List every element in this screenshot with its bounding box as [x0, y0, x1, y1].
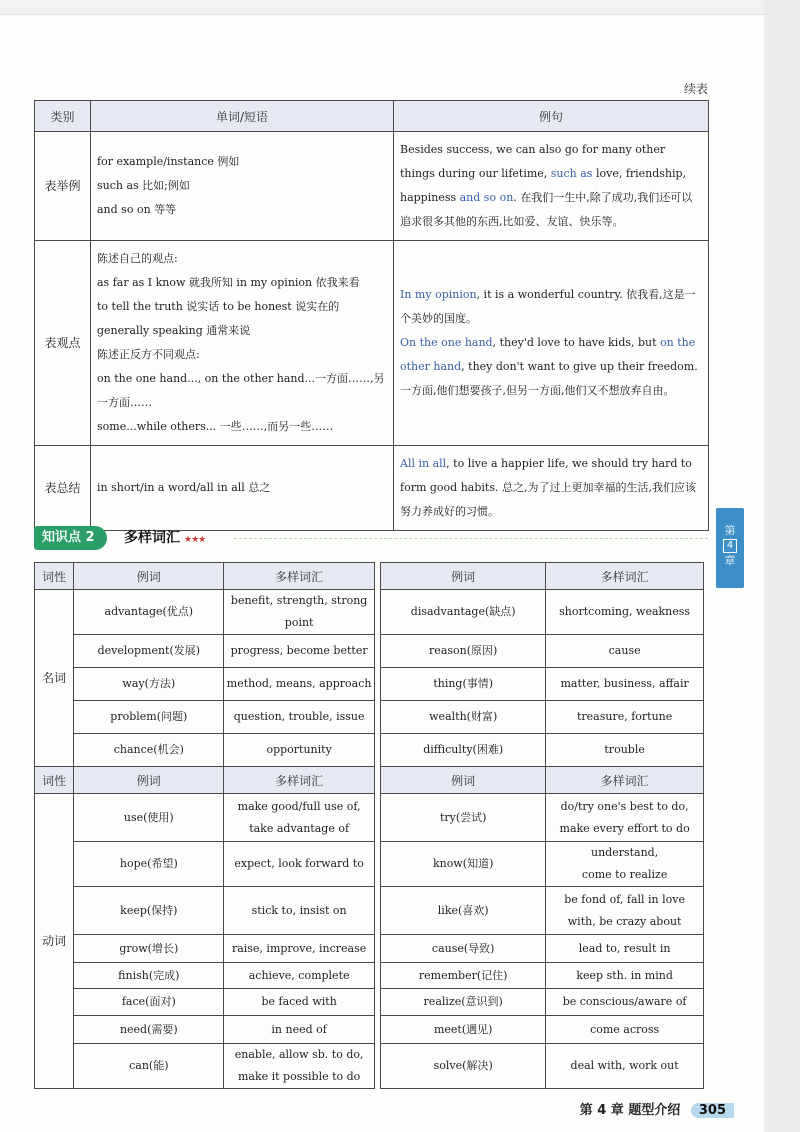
table-row: [35, 701, 704, 734]
table-row: [35, 446, 709, 531]
example-text: Besides success, we can also go for many other things during our lifetime,: [400, 143, 666, 180]
variants-cell: trouble: [546, 734, 704, 767]
example-word-cell: remember(记住): [381, 963, 546, 989]
table-row: [35, 590, 704, 635]
variants-cell: lead to, result in: [546, 935, 704, 963]
variants-cell: opportunity: [224, 734, 374, 767]
example-word-cell: know(知道): [381, 842, 546, 887]
table-row: [35, 1016, 704, 1044]
col-header-phrases: 单词/短语: [91, 101, 394, 132]
example-word-cell: can(能): [74, 1044, 224, 1089]
col-header-variants: 多样词汇: [224, 767, 374, 794]
footer-title: 题型介绍: [628, 1103, 681, 1118]
verb-vocabulary-table: [34, 766, 704, 1089]
variants-cell: deal with, work out: [546, 1044, 704, 1089]
chapter-tab-char: 第: [724, 524, 736, 537]
example-cell: [394, 241, 709, 446]
phrases-cell: [91, 132, 394, 241]
variants-cell: make good/full use of, take advantage of: [224, 794, 374, 842]
table-header-row: [35, 101, 709, 132]
phrases-cell: [91, 241, 394, 446]
example-text: , they don't want to give up their freedom. 一方面,他们想要孩子,但另一方面,他们又不想放弃自由。: [400, 360, 698, 397]
example-word-cell: hope(希望): [74, 842, 224, 887]
phrase-line: for example/instance 例如: [97, 155, 240, 168]
variants-cell: be conscious/aware of: [546, 989, 704, 1016]
variants-cell: progress, become better: [224, 635, 374, 668]
phrase-line: some...while others... 一些……,而另一些……: [97, 420, 334, 433]
variants-cell: achieve, complete: [224, 963, 374, 989]
table-header-row: [35, 767, 704, 794]
expressions-table: [34, 100, 709, 531]
col-header-variants: 多样词汇: [224, 563, 374, 590]
example-word-cell: meet(遇见): [381, 1016, 546, 1044]
col-header-word: 例词: [74, 563, 224, 590]
heading-divider: [234, 538, 708, 539]
example-text: love, friendship, happiness: [400, 167, 687, 204]
example-word-cell: realize(意识到): [381, 989, 546, 1016]
footer-chapter: 第 4 章: [579, 1103, 624, 1118]
page-footer: [580, 1099, 734, 1118]
difficulty-stars: ★★★: [184, 535, 206, 545]
example-word-cell: difficulty(困难): [381, 734, 546, 767]
part-of-speech-cell: 名词: [35, 590, 74, 767]
table-row: [35, 887, 704, 935]
phrase-line: in short/in a word/all in all 总之: [97, 481, 271, 494]
col-header-category: 类别: [35, 101, 91, 132]
example-word-cell: problem(问题): [74, 701, 224, 734]
col-header-example: 例句: [394, 101, 709, 132]
variants-cell: raise, improve, increase: [224, 935, 374, 963]
phrase-line: 陈述自己的观点:: [97, 252, 178, 265]
chapter-side-tab: [716, 508, 744, 588]
highlighted-phrase: On the one hand: [400, 336, 493, 349]
example-word-cell: solve(解决): [381, 1044, 546, 1089]
knowledge-point-badge: 知识点 2: [34, 526, 107, 550]
example-word-cell: try(尝试): [381, 794, 546, 842]
variants-cell: be faced with: [224, 989, 374, 1016]
category-cell: 表总结: [35, 446, 91, 531]
phrase-line: such as 比如;例如: [97, 179, 190, 192]
variants-cell: shortcoming, weakness: [546, 590, 704, 635]
table-row: [35, 989, 704, 1016]
col-header-variants: 多样词汇: [546, 563, 704, 590]
phrase-line: as far as I know 就我所知 in my opinion 依我来看: [97, 276, 360, 289]
example-word-cell: cause(导致): [381, 935, 546, 963]
col-header-word: 例词: [381, 767, 546, 794]
example-word-cell: way(方法): [74, 668, 224, 701]
chapter-tab-char: 章: [724, 554, 736, 567]
variants-cell: come across: [546, 1016, 704, 1044]
category-cell: 表观点: [35, 241, 91, 446]
example-word-cell: need(需要): [74, 1016, 224, 1044]
phrase-line: and so on 等等: [97, 203, 177, 216]
table-row: [35, 635, 704, 668]
example-text: , to live a happier life, we should try hard to form good habits. 总之,为了过上更加幸福的生活,我们应该努力养成好的习惯。: [400, 457, 696, 518]
example-word-cell: wealth(财富): [381, 701, 546, 734]
highlighted-phrase: such as: [550, 167, 593, 180]
variants-cell: cause: [546, 635, 704, 668]
example-word-cell: development(发展): [74, 635, 224, 668]
variants-cell: question, trouble, issue: [224, 701, 374, 734]
example-word-cell: disadvantage(缺点): [381, 590, 546, 635]
knowledge-point-title: [124, 526, 205, 552]
page-number: 305: [691, 1103, 734, 1118]
example-word-cell: thing(事情): [381, 668, 546, 701]
col-header-word: 例词: [381, 563, 546, 590]
table-row: [35, 668, 704, 701]
knowledge-point-heading: [34, 524, 708, 552]
example-text: , it is a wonderful country. 依我看,这是一个美妙的国度。: [400, 288, 696, 325]
example-cell: [394, 446, 709, 531]
variants-cell: understand, come to realize: [546, 842, 704, 887]
phrase-line: on the one hand..., on the other hand...一方面……,另一方面……: [97, 372, 385, 409]
phrase-line: 陈述正反方不同观点:: [97, 348, 200, 361]
table-row: [35, 963, 704, 989]
table-row: [35, 132, 709, 241]
chapter-tab-number: 4: [723, 539, 737, 553]
part-of-speech-cell: 动词: [35, 794, 74, 1089]
variants-cell: do/try one's best to do, make every effort to do: [546, 794, 704, 842]
col-header-pos: 词性: [35, 767, 74, 794]
example-word-cell: like(喜欢): [381, 887, 546, 935]
highlighted-phrase: on the other hand: [400, 336, 696, 373]
phrase-line: to tell the truth 说实话 to be honest 说实在的: [97, 300, 340, 313]
variants-cell: matter, business, affair: [546, 668, 704, 701]
example-word-cell: grow(增长): [74, 935, 224, 963]
knowledge-point-title-text: 多样词汇: [124, 530, 180, 546]
phrases-cell: [91, 446, 394, 531]
example-text: . 在我们一生中,除了成功,我们还可以追求很多其他的东西,比如爱、友谊、快乐等。: [400, 191, 693, 228]
example-word-cell: reason(原因): [381, 635, 546, 668]
example-word-cell: use(使用): [74, 794, 224, 842]
example-word-cell: face(面对): [74, 989, 224, 1016]
page-right-edge: [764, 0, 800, 1132]
col-header-pos: 词性: [35, 563, 74, 590]
variants-cell: treasure, fortune: [546, 701, 704, 734]
variants-cell: keep sth. in mind: [546, 963, 704, 989]
highlighted-phrase: All in all: [400, 457, 447, 470]
variants-cell: benefit, strength, strong point: [224, 590, 374, 635]
example-cell: [394, 132, 709, 241]
phrase-line: generally speaking 通常来说: [97, 324, 251, 337]
variants-cell: enable, allow sb. to do, make it possible to do: [224, 1044, 374, 1089]
example-word-cell: advantage(优点): [74, 590, 224, 635]
variants-cell: expect, look forward to: [224, 842, 374, 887]
variants-cell: method, means, approach: [224, 668, 374, 701]
page-top-edge: [0, 0, 800, 15]
example-word-cell: chance(机会): [74, 734, 224, 767]
table-row: [35, 241, 709, 446]
table-row: [35, 935, 704, 963]
example-word-cell: finish(完成): [74, 963, 224, 989]
table-row: [35, 1044, 704, 1089]
example-word-cell: keep(保持): [74, 887, 224, 935]
table-row: [35, 794, 704, 842]
continued-label: 续表: [683, 82, 708, 96]
highlighted-phrase: and so on: [459, 191, 514, 204]
highlighted-phrase: In my opinion: [400, 288, 477, 301]
variants-cell: stick to, insist on: [224, 887, 374, 935]
variants-cell: be fond of, fall in love with, be crazy about: [546, 887, 704, 935]
table-row: [35, 842, 704, 887]
example-text: , they'd love to have kids, but: [492, 336, 661, 349]
noun-vocabulary-table: [34, 562, 704, 767]
table-header-row: [35, 563, 704, 590]
table-row: [35, 734, 704, 767]
category-cell: 表举例: [35, 132, 91, 241]
variants-cell: in need of: [224, 1016, 374, 1044]
col-header-word: 例词: [74, 767, 224, 794]
col-header-variants: 多样词汇: [546, 767, 704, 794]
